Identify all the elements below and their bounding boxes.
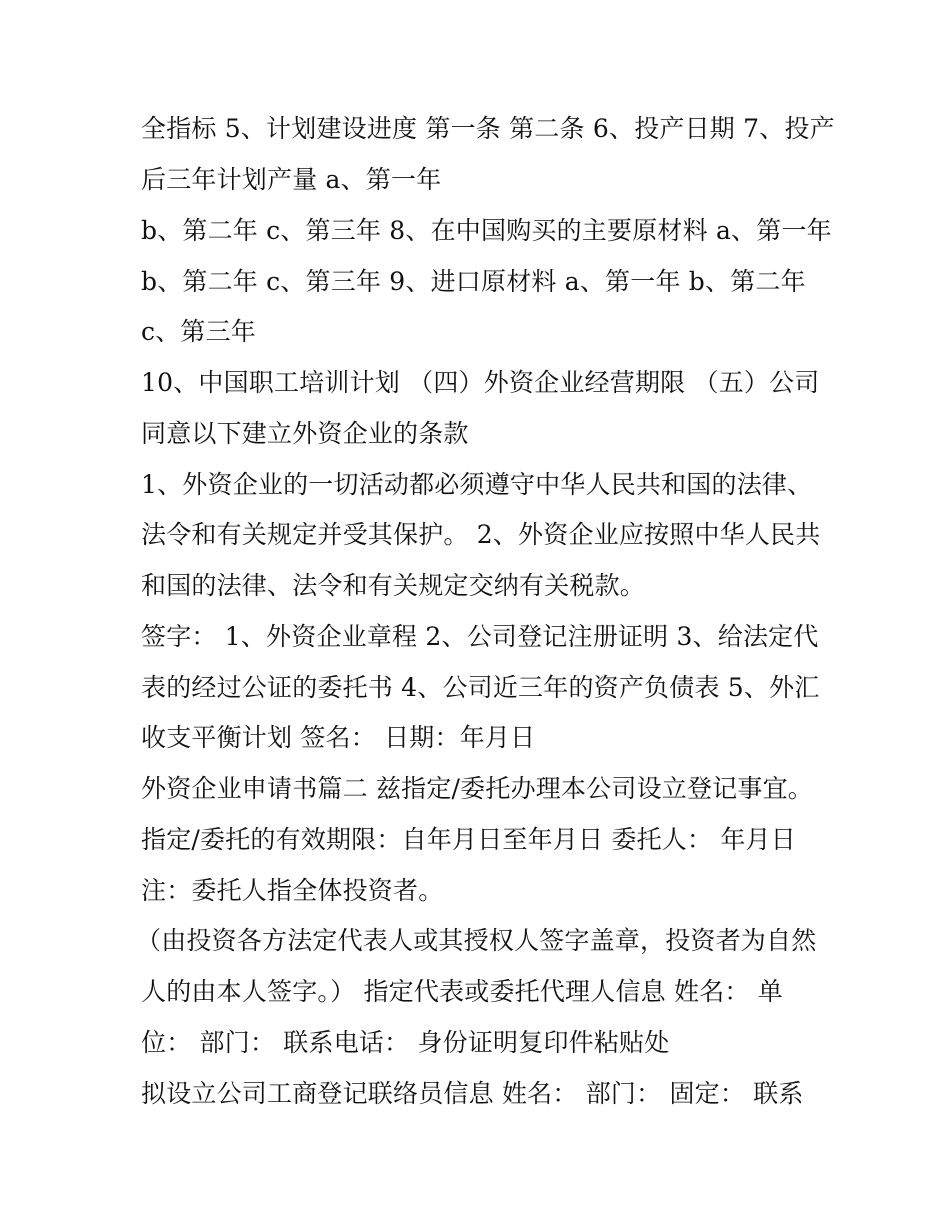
- text-line: b、第二年 c、第三年 8、在中国购买的主要原材料 a、第一年: [141, 216, 832, 245]
- text-line: 外资企业申请书篇二 兹指定/委托办理本公司设立登记事宜。: [141, 774, 813, 803]
- text-line: 10、中国职工培训计划 （四）外资企业经营期限 （五）公司: [141, 368, 820, 397]
- text-line: 指定/委托的有效期限：自年月日至年月日 委托人： 年月日: [141, 825, 796, 854]
- text-line: 表的经过公证的委托书 4、公司近三年的资产负债表 5、外汇: [141, 673, 820, 702]
- text-line: 签字： 1、外资企业章程 2、公司登记注册证明 3、给法定代: [141, 622, 819, 651]
- text-line: 全指标 5、计划建设进度 第一条 第二条 6、投产日期 7、投产: [141, 114, 835, 143]
- text-line: b、第二年 c、第三年 9、进口原材料 a、第一年 b、第二年: [141, 267, 806, 296]
- text-line: 法令和有关规定并受其保护。 2、外资企业应按照中华人民共: [141, 520, 821, 549]
- text-line: 后三年计划产量 a、第一年: [141, 165, 442, 194]
- text-line: 位： 部门： 联系电话： 身份证明复印件粘贴处: [141, 1028, 670, 1057]
- text-line: 同意以下建立外资企业的条款: [141, 419, 469, 448]
- text-line: 1、外资企业的一切活动都必须遵守中华人民共和国的法律、: [141, 470, 813, 499]
- text-line: 和国的法律、法令和有关规定交纳有关税款。: [141, 571, 646, 600]
- text-line: 拟设立公司工商登记联络员信息 姓名： 部门： 固定： 联系: [141, 1079, 804, 1108]
- text-line: 注：委托人指全体投资者。: [141, 876, 444, 905]
- text-line: 收支平衡计划 签名： 日期：年月日: [141, 723, 536, 752]
- text-line: （由投资各方法定代表人或其授权人签字盖章，投资者为自然: [136, 926, 817, 955]
- text-line: c、第三年: [141, 317, 257, 346]
- text-line: 人的由本人签字。） 指定代表或委托代理人信息 姓名： 单: [141, 977, 783, 1006]
